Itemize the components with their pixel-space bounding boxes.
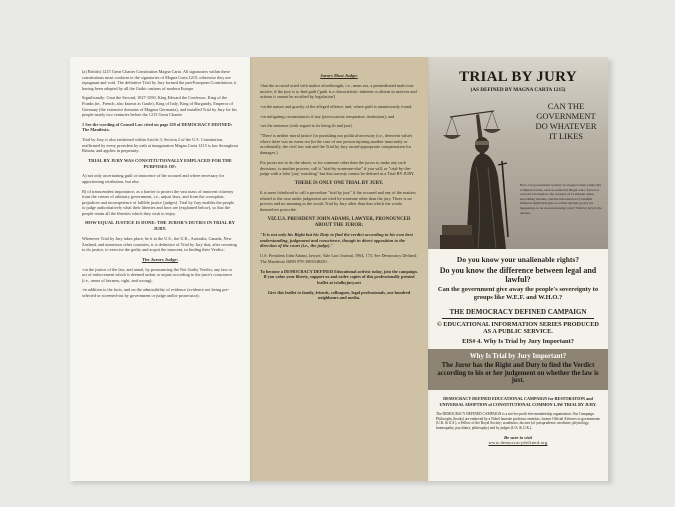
footnote-paragraph: 1 See the wording of Conseil Law cited on page 259 of DEMOCRACY DEFINED: The Manifesto. (82, 121, 233, 133)
jurors-must-judge-heading: Jurors Must Judge: (320, 73, 358, 78)
falsehood-paragraph: It is mere falsehood to call a procedure "trial by jury" if the accused and any of the matters related to the case under judgement are tried by someone other than the jury. There is no process and no meaning to the words Trial by Jury other than that which the words themselves prescribe. (260, 189, 416, 213)
cover-question-line-2: GOVERNMENT (536, 111, 596, 121)
brochure-middle-panel (250, 57, 428, 481)
campaign-description: The DEMOCRACY DEFINED CAMPAIGN is a not-for-profit free membership organisation. Our Campaign Philosophy (books) are endorsed by a Nobel laureate professor emeritus, former Official Advisers to governments (U.K. & U.S.), a Fellow of the Royal Society; academics, doctors (of jurisprudence, medicine, physiology, homeopathy, psychiatry, philosophy) and by judges (U.S. & U.K.). (436, 411, 600, 430)
fold-line-1 (250, 57, 252, 481)
quote-source: U.S. President John Adams, lawyer, Yale Law Journal, 1964, 173. See Democracy Defined: The Manifesto ISBN 978-1903548250. (260, 253, 418, 264)
gravity-paragraph: -on the nature and gravity of the alleged offence; and, where guilt is unanimously found, (260, 103, 413, 109)
importance-band (428, 349, 608, 390)
intro-paragraph: (a) British) 1215 Great Charter Constitution Magna Carta. All signatories within these constitutions must conform to the signatories of Magna Carta 1215, otherwise they are repugnant and void. The definitive Trial by Jury formed the pan-European Constitution, it having been adopted by all the Gothic nations of modern Europe. (82, 69, 237, 91)
history-paragraph: Significantly: Cnut the Second, 1027-1050, King Edward the Confessor, King of the Franks (ie., French, also known as Gaule), King of Italy, King of Burgundy, Emperor of Germany (the extensive domains of Magnus Germania), and installed Trial by Jury for his people nearly two centuries before the 1215 Great Charter. (82, 95, 237, 118)
join-campaign-cta: To become a DEMOCRACY DEFINED Educational activist today, join the campaign. If you value your liberty, support us and order copies of this professionally printed leaflet at trialbyjury.net (260, 268, 418, 285)
travesty-paragraph: For jurors not to do the above, or for someone other than the jurors to make any such decisions, is another process: call it "trial-by-someone-else" if you will, or "trial-by-the-judge with a false 'jury' watching" but this travesty cannot be defined as a Trial BY JURY. (260, 159, 415, 177)
cover-question-line-4: IT LIKES (548, 131, 584, 141)
cover-question-line-3: DO WHATEVER (535, 121, 597, 131)
duties-heading: HOW EQUAL JUSTICE IS DONE: THE JUROR'S DUTIES IN TRIAL BY JURY. (85, 220, 235, 232)
unalienable-rights-question: Do you know your unalienable rights? (456, 255, 580, 264)
cover-subtitle: (AS DEFINED BY MAGNA CARTA 1215) (470, 87, 566, 93)
cover-intro-paragraph: How can government tyranny be stopped when politically criminal actions, such as unlawful illegal wars, forced or coerced vaccination, the creation of 15-minute cities, surveilling citizens, and the introduction of harmful immoral legislation (the so-called 'greater good') are happening on an ever-increasing scale? Trial by jury is the answer. (520, 183, 602, 215)
legal-lawful-question: Do you know the difference between legal and lawful? (439, 266, 597, 284)
john-adams-quote: "It is not only his Right but his Duty to find the verdict according to his own best understanding, judgement and conscience, though in direct opposition to the direction of the court (i.e., the judge)." (260, 231, 413, 249)
cover-title: TRIAL BY JURY (459, 69, 577, 85)
cover-lower-section (428, 390, 608, 450)
mitigating-paragraph: -on mitigating circumstances if any (provocation; temptation; institution); and (260, 113, 395, 119)
website-link[interactable]: www.democracydefined.org (488, 439, 548, 445)
brochure-cover-panel (428, 57, 608, 481)
judge-law-paragraph: -on the justice of the law, and annul, by pronouncing the Not Guilty Verdict, any law or act of enforcement which is deemed unfair or unjust according to the juror's conscience (i.e., sense of fairness, right, and wrong); (82, 266, 233, 283)
purposes-heading: TRIAL BY JURY WAS CONSTITUTIONALLY EMPLACED FOR THE PURPOSES OF: (88, 157, 232, 169)
be-sure-text: Be sure to visit (504, 434, 532, 440)
educational-series-line: © EDUCATIONAL INFORMATION SERIES PRODUCED AS A PUBLIC SERVICE. (437, 321, 599, 336)
importance-answer: The Juror has the Right and Duty to find the Verdict according to his or her judgement on whether the law is just. (437, 361, 599, 385)
divider (442, 318, 594, 319)
cover-hero (428, 57, 608, 249)
mens-rea-paragraph: -that the accused acted with malice aforethought, i.e., mens rea, a premeditated malicious motive, if the jury is to find guilt ('guilt is a characteristic inherent or absent in motives and actions it cannot be ascribed by legislation') (260, 82, 417, 100)
sentence-paragraph: -set the sentence (with regard to its being fit and just). (260, 123, 353, 129)
brochure-left-panel (70, 57, 250, 481)
cover-question-line-1: CAN THE (547, 101, 585, 111)
jurors-judge-heading: The Jurors Judge: (141, 256, 179, 262)
purpose-a: A) not only ascertaining guilt or innocence of the accused and where necessary for apportioning retribution, but also (82, 173, 225, 184)
purpose-b: B) of transcendent importance, as a barrier to protect the vast mass of innocent citizenry from the crimes of arbitrary government, i.e., unjust laws, and from the corruption, prejudices and incompetence of fallible justice (judges). Trial by Jury enables the people to judge authoritatively what their liberties and laws are (explained below), so that the people retain all the liberties which they wish to enjoy. (82, 188, 235, 216)
duties-paragraph: Whenever Trial by Jury takes place, be it in the U.S., the U.K., Australia, Canada, New Zealand, and numerous other countries, it is definitive of Trial by Jury that, after swearing to do justice, to exercise the guilty and acquit the innocent, in finding their Verdict: (82, 236, 237, 253)
us-constitution-paragraph: Trial by Jury is also enshrined within Article 3, Section 2 of the U.S. Constitution, reaffirmed by every president by oath at inauguration Magna Carta 1215 is law throughout Britain, and applies in perpetuity. (82, 136, 238, 154)
campaign-title: THE DEMOCRACY DEFINED CAMPAIGN (449, 308, 587, 316)
only-one-trial-heading: THERE IS ONLY ONE TRIAL BY JURY. (294, 180, 384, 186)
campaign-heading: DEMOCRACY DEFINED EDUCATIONAL CAMPAIGN for RESTORATION and UNIVERSAL ADOPTION of CONSTITUTIONAL COMMON LAW TRIAL BY JURY. (439, 396, 597, 407)
eis-number-line: EIS# 4. Why Is Trial by Jury Important? (462, 337, 574, 345)
share-leaflet-cta: Give this leaflet to family, friends, colleagues, legal professionals, one hundred neighbours and media. (267, 289, 411, 301)
sovereignty-question: Can the government give away the people's sovereignty to groups like W.E.F. and W.H.O.? (437, 286, 599, 301)
moral-justice-paragraph: "There is neither moral justice for punishing our political necessity (i.e., deterrent value) where there was no mens rea (in the case of one person injuring another innocently or accidentally, the civil law suit and the Trial by Jury award appropriate compensation for damages.) (260, 133, 412, 156)
fold-line-2 (428, 57, 430, 481)
judge-facts-paragraph: -in addition to the facts, and on the admissibility of evidence (evidence not being pre-selected or screened-out by government or judge and/or prosecutor); (82, 287, 230, 299)
importance-question: Why Is Trial by Jury Important? (469, 352, 567, 360)
john-adams-heading: VIZ.U.S. PRESIDENT JOHN ADAMS, LAWYER, PRONOUNCED ABOUT THE JUROR: (267, 216, 411, 228)
cover-question (526, 101, 606, 141)
lady-justice-statue-icon (436, 97, 522, 249)
